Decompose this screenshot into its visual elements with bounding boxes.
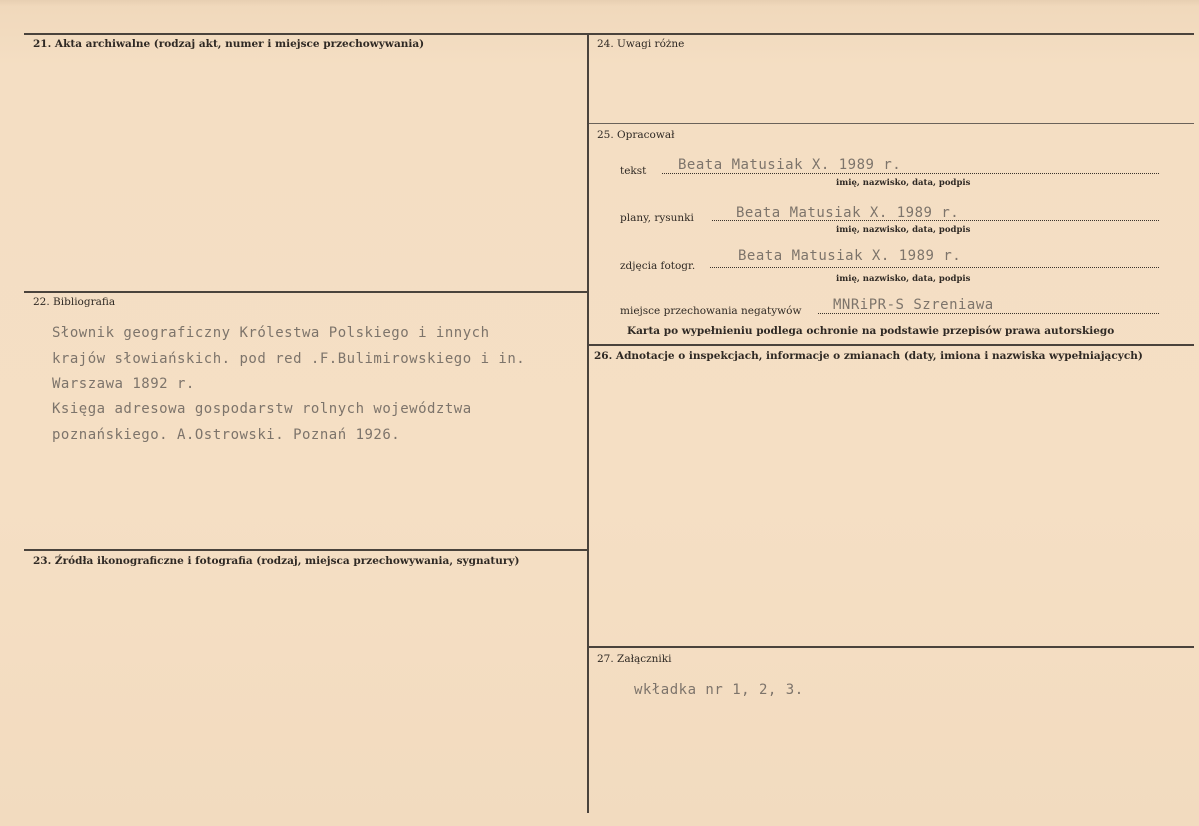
copyright-note: Karta po wypełnieniu podlega ochronie na podstawie przepisów prawa autorskiego (627, 325, 1115, 337)
plany-value: Beata Matusiak X. 1989 r. (736, 205, 960, 221)
section-27-label: 27. Załączniki (597, 653, 672, 665)
bibliography-line-3: Warszawa 1892 r. (52, 376, 195, 392)
rule-right-26 (589, 344, 1194, 346)
plany-label: plany, rysunki (620, 212, 694, 224)
tekst-label: tekst (620, 165, 647, 177)
section-24-label: 24. Uwagi różne (597, 38, 685, 50)
section-23-label: 23. Źródła ikonograficzne i fotografia (rodzaj, miejsca przechowywania, sygnatury) (33, 555, 520, 567)
zdjecia-value: Beata Matusiak X. 1989 r. (738, 248, 962, 264)
negatywy-field-line (818, 313, 1159, 314)
rule-right-27 (589, 646, 1194, 648)
attachments-value: wkładka nr 1, 2, 3. (634, 682, 804, 698)
center-divider (587, 33, 589, 813)
zdjecia-caption: imię, nazwisko, data, podpis (836, 274, 971, 284)
negatywy-label: miejsce przechowania negatywów (620, 305, 802, 317)
top-rule (24, 33, 1194, 35)
tekst-value: Beata Matusiak X. 1989 r. (678, 157, 902, 173)
plany-caption: imię, nazwisko, data, podpis (836, 225, 971, 235)
negatywy-value: MNRiPR-S Szreniawa (833, 297, 994, 313)
section-25-label: 25. Opracował (597, 129, 675, 141)
section-22-label: 22. Bibliografia (33, 296, 116, 308)
section-21-label: 21. Akta archiwalne (rodzaj akt, numer i miejsce przechowywania) (33, 38, 425, 50)
bibliography-line-2: krajów słowiańskich. pod red .F.Bulimirowskiego i in. (52, 351, 526, 367)
bibliography-line-5: poznańskiego. A.Ostrowski. Poznań 1926. (52, 427, 401, 443)
rule-left-23 (24, 549, 587, 551)
bibliography-line-4: Księga adresowa gospodarstw rolnych województwa (52, 401, 472, 417)
tekst-caption: imię, nazwisko, data, podpis (836, 178, 971, 188)
rule-right-25 (589, 123, 1194, 124)
bibliography-line-1: Słownik geograficzny Królestwa Polskiego i innych (52, 325, 490, 341)
section-26-label: 26. Adnotacje o inspekcjach, informacje o zmianach (daty, imiona i nazwiska wypełniających) (594, 350, 1143, 362)
rule-left-22 (24, 291, 587, 293)
zdjecia-label: zdjęcia fotogr. (620, 260, 696, 272)
tekst-field-line (662, 173, 1159, 174)
card-top-edge (0, 0, 1199, 6)
zdjecia-field-line (710, 267, 1159, 268)
